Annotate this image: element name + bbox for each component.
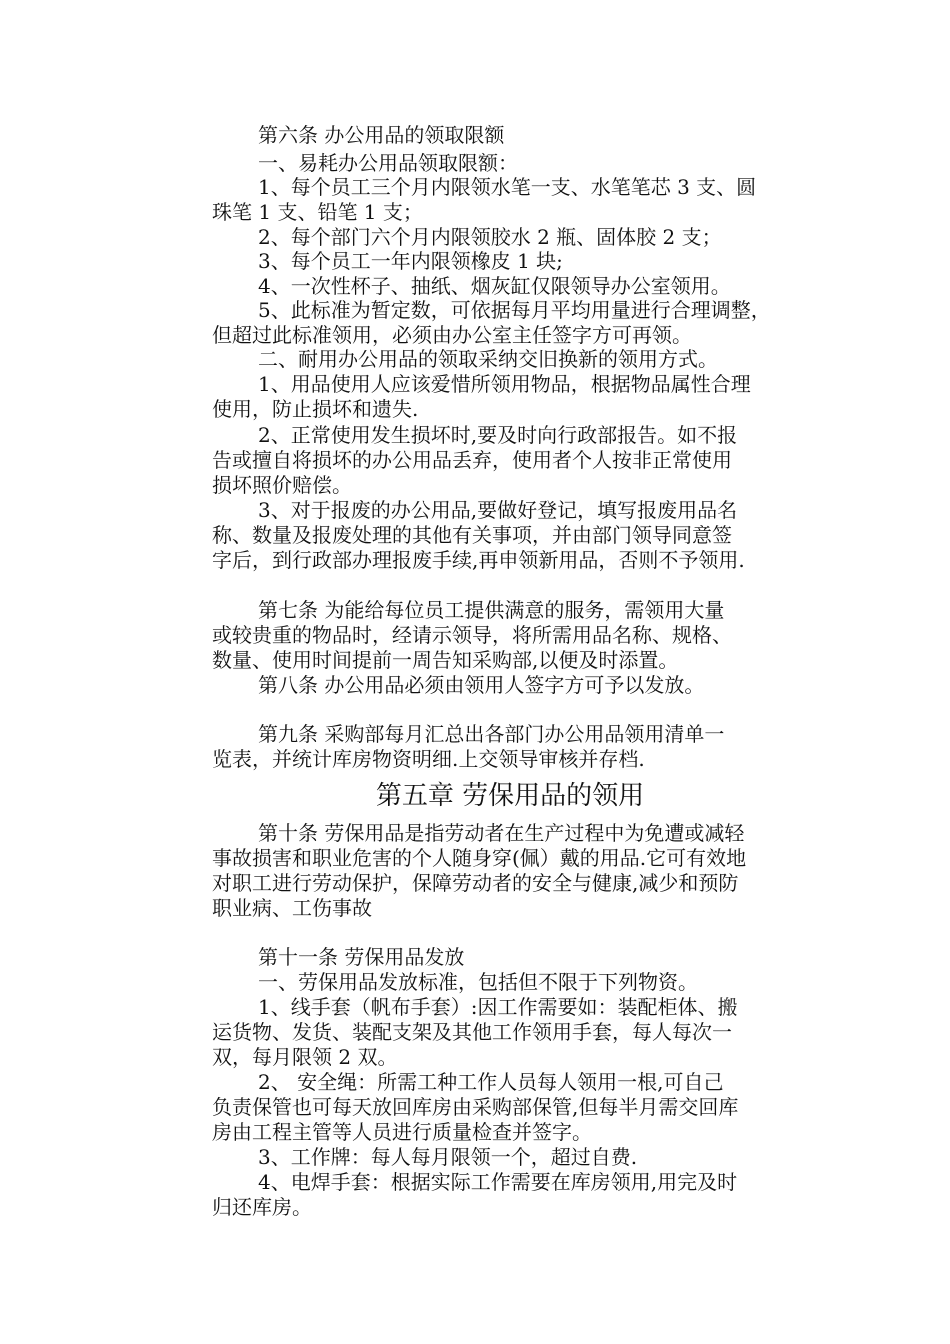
paragraph-line: 1、每个员工三个月内限领水笔一支、水笔笔芯 3 支、圆 (258, 175, 757, 199)
paragraph-line: 4、电焊手套：根据实际工作需要在库房领用,用完及时 (258, 1170, 738, 1194)
paragraph-line: 负责保管也可每天放回库房由采购部保管,但每半月需交回库 (212, 1095, 739, 1119)
paragraph-line: 3、每个员工一年内限领橡皮 1 块; (258, 249, 563, 273)
paragraph-line: 损坏照价赔偿。 (212, 473, 352, 497)
paragraph-line: 1、线手套（帆布手套）:因工作需要如：装配柜体、搬 (258, 995, 738, 1019)
paragraph-line: 览表，并统计库房物资明细.上交领导审核并存档. (212, 747, 645, 771)
paragraph-line: 珠笔 1 支、铅笔 1 支； (212, 200, 423, 224)
paragraph-line: 或较贵重的物品时，经请示领导，将所需用品名称、规格、 (212, 623, 732, 647)
paragraph-line: 数量、使用时间提前一周告知采购部,以便及时添置。 (212, 648, 679, 672)
paragraph-line: 使用，防止损坏和遗失. (212, 397, 419, 421)
paragraph-line: 1、用品使用人应该爱惜所领用物品，根据物品属性合理 (258, 372, 751, 396)
article-11-heading: 第十一条 劳保用品发放 (258, 945, 465, 969)
paragraph-line: 2、正常使用发生损坏时,要及时向行政部报告。如不报 (258, 423, 738, 447)
paragraph-line: 2、每个部门六个月内限领胶水 2 瓶、固体胶 2 支； (258, 225, 722, 249)
paragraph-line: 3、对于报废的办公用品,要做好登记，填写报废用品名 (258, 498, 738, 522)
paragraph-line: 4、一次性杯子、抽纸、烟灰缸仅限领导办公室领用。 (258, 274, 731, 298)
paragraph-line: 归还库房。 (212, 1195, 312, 1219)
paragraph-line: 告或擅自将损坏的办公用品丢弃，使用者个人按非正常使用 (212, 448, 732, 472)
paragraph-line: 2、 安全绳：所需工种工作人员每人领用一根,可自己 (258, 1070, 724, 1094)
article-10-heading: 第十条 劳保用品是指劳动者在生产过程中为免遭或减轻 (258, 821, 745, 845)
paragraph-line: 事故损害和职业危害的个人随身穿(佩）戴的用品.它可有效地 (212, 846, 747, 870)
article-9-heading: 第九条 采购部每月汇总出各部门办公用品领用清单一 (258, 722, 725, 746)
article-7-heading: 第七条 为能给每位员工提供满意的服务，需领用大量 (258, 598, 725, 622)
paragraph-line: 职业病、工伤事故 (212, 896, 372, 920)
paragraph-line: 3、工作牌：每人每月限领一个，超过自费. (258, 1145, 638, 1169)
paragraph-line: 一、易耗办公用品领取限额： (258, 151, 518, 175)
paragraph-line: 双，每月限领 2 双。 (212, 1045, 398, 1069)
paragraph-line: 但超过此标准领用，必须由办公室主任签字方可再领。 (212, 323, 692, 347)
paragraph-line: 运货物、发货、装配支架及其他工作领用手套，每人每次一 (212, 1020, 732, 1044)
article-8-heading: 第八条 办公用品必须由领用人签字方可予以发放。 (258, 673, 705, 697)
chapter-5-title: 第五章 劳保用品的领用 (375, 781, 645, 811)
paragraph-line: 对职工进行劳动保护，保障劳动者的安全与健康,减少和预防 (212, 871, 739, 895)
paragraph-line: 一、劳保用品发放标准，包括但不限于下列物资。 (258, 970, 698, 994)
article-6-heading: 第六条 办公用品的领取限额 (258, 123, 505, 147)
paragraph-line: 5、此标准为暂定数，可依据每月平均用量进行合理调整， (258, 298, 771, 322)
paragraph-line: 字后，到行政部办理报废手续,再申领新用品，否则不予领用. (212, 548, 745, 572)
paragraph-line: 称、数量及报废处理的其他有关事项，并由部门领导同意签 (212, 523, 732, 547)
paragraph-line: 二、耐用办公用品的领取采纳交旧换新的领用方式。 (258, 347, 718, 371)
paragraph-line: 房由工程主管等人员进行质量检查并签字。 (212, 1120, 592, 1144)
